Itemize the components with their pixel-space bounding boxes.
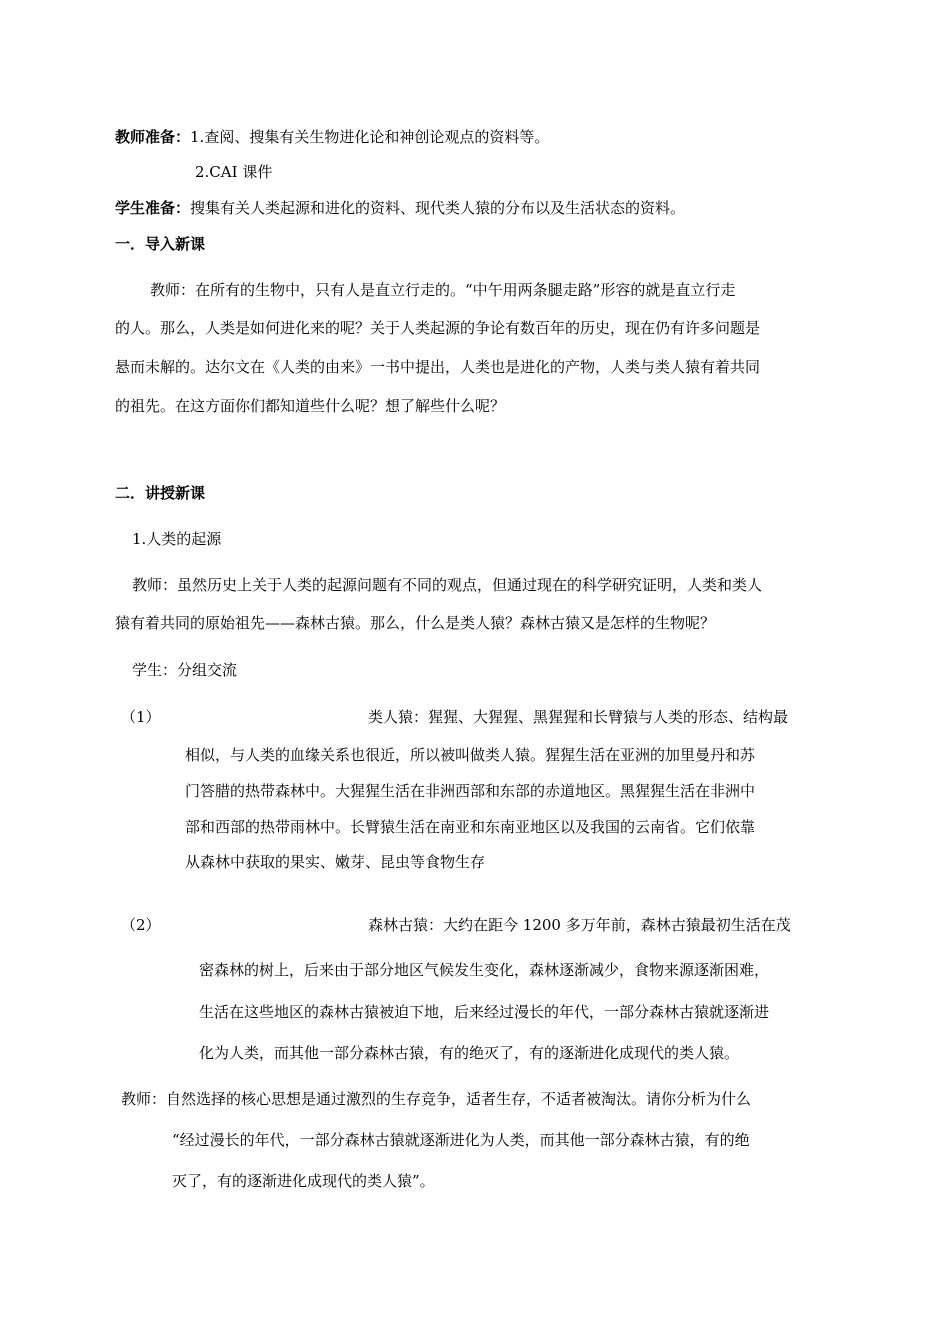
section1-line-2: 的人。那么，人类是如何进化来的呢？关于人类起源的争论有数百年的历史，现在仍有许多问题是 — [115, 319, 761, 337]
student-prep-text: 搜集有关人类起源和进化的资料、现代类人猿的分布以及生活状态的资料。 — [190, 199, 686, 217]
item1-first-line: 类人猿：猩猩、大猩猩、黑猩猩和长臂猿与人类的形态、结构最 — [368, 708, 789, 726]
item2-line-4: 化为人类，而其他一部分森林古猿，有的绝灭了，有的逐渐进化成现代的类人猿。 — [199, 1044, 740, 1062]
closing-line-2: “经过漫长的年代，一部分森林古猿就逐渐进化为人类，而其他一部分森林古猿，有的绝 — [172, 1131, 750, 1149]
item2-first-line: 森林古猿：大约在距今 1200 多万年前，森林古猿最初生活在茂 — [368, 916, 791, 934]
section2-sub1: 1.人类的起源 — [132, 530, 222, 548]
item1-line-3: 门答腊的热带森林中。大猩猩生活在非洲西部和东部的赤道地区。黑猩猩生活在非洲中 — [185, 782, 756, 800]
section1-heading: 一．导入新课 — [115, 235, 206, 253]
student-prep-line — [115, 198, 685, 218]
section2-teacher-line-2: 猿有着共同的原始祖先——森林古猿。那么，什么是类人猿？森林古猿又是怎样的生物呢？ — [115, 614, 716, 632]
teacher-prep-item2: 2.CAI 课件 — [195, 163, 273, 181]
teacher-prep-item1: 1.查阅、搜集有关生物进化论和神创论观点的资料等。 — [190, 128, 550, 146]
student-prep-label: 学生准备： — [115, 199, 191, 217]
item1-line-2: 相似，与人类的血缘关系也很近，所以被叫做类人猿。猩猩生活在亚洲的加里曼丹和苏 — [185, 746, 756, 764]
section2-heading: 二．讲授新课 — [115, 484, 206, 502]
section2-student-line: 学生：分组交流 — [132, 661, 238, 679]
closing-line-3: 灭了，有的逐渐进化成现代的类人猿”。 — [172, 1172, 435, 1190]
section2-teacher-line-1: 教师：虽然历史上关于人类的起源问题有不同的观点，但通过现在的科学研究证明，人类和类人 — [132, 576, 763, 594]
closing-line-1: 教师：自然选择的核心思想是通过激烈的生存竞争，适者生存，不适者被淘汰。请你分析为什么 — [121, 1090, 752, 1108]
section1-line-4: 的祖先。在这方面你们都知道些什么呢？想了解些什么呢？ — [115, 397, 506, 415]
section1-line-1: 教师：在所有的生物中，只有人是直立行走的。“中午用两条腿走路”形容的就是直立行走 — [150, 281, 736, 299]
item2-line-2: 密森林的树上，后来由于部分地区气候发生变化，森林逐渐减少，食物来源逐渐困难， — [199, 961, 770, 979]
teacher-prep-label: 教师准备： — [115, 128, 191, 146]
item2-line-3: 生活在这些地区的森林古猿被迫下地，后来经过漫长的年代，一部分森林古猿就逐渐进 — [199, 1003, 770, 1021]
item2-number: （2） — [121, 916, 161, 934]
item1-line-4: 部和西部的热带雨林中。长臂猿生活在南亚和东南亚地区以及我国的云南省。它们依靠 — [185, 818, 756, 836]
item1-line-5: 从森林中获取的果实、嫩芽、昆虫等食物生存 — [185, 853, 486, 871]
section1-line-3: 悬而未解的。达尔文在《人类的由来》一书中提出，人类也是进化的产物，人类与类人猿有着共同 — [115, 358, 761, 376]
item1-number: （1） — [121, 708, 161, 726]
teacher-prep-line — [115, 127, 549, 147]
